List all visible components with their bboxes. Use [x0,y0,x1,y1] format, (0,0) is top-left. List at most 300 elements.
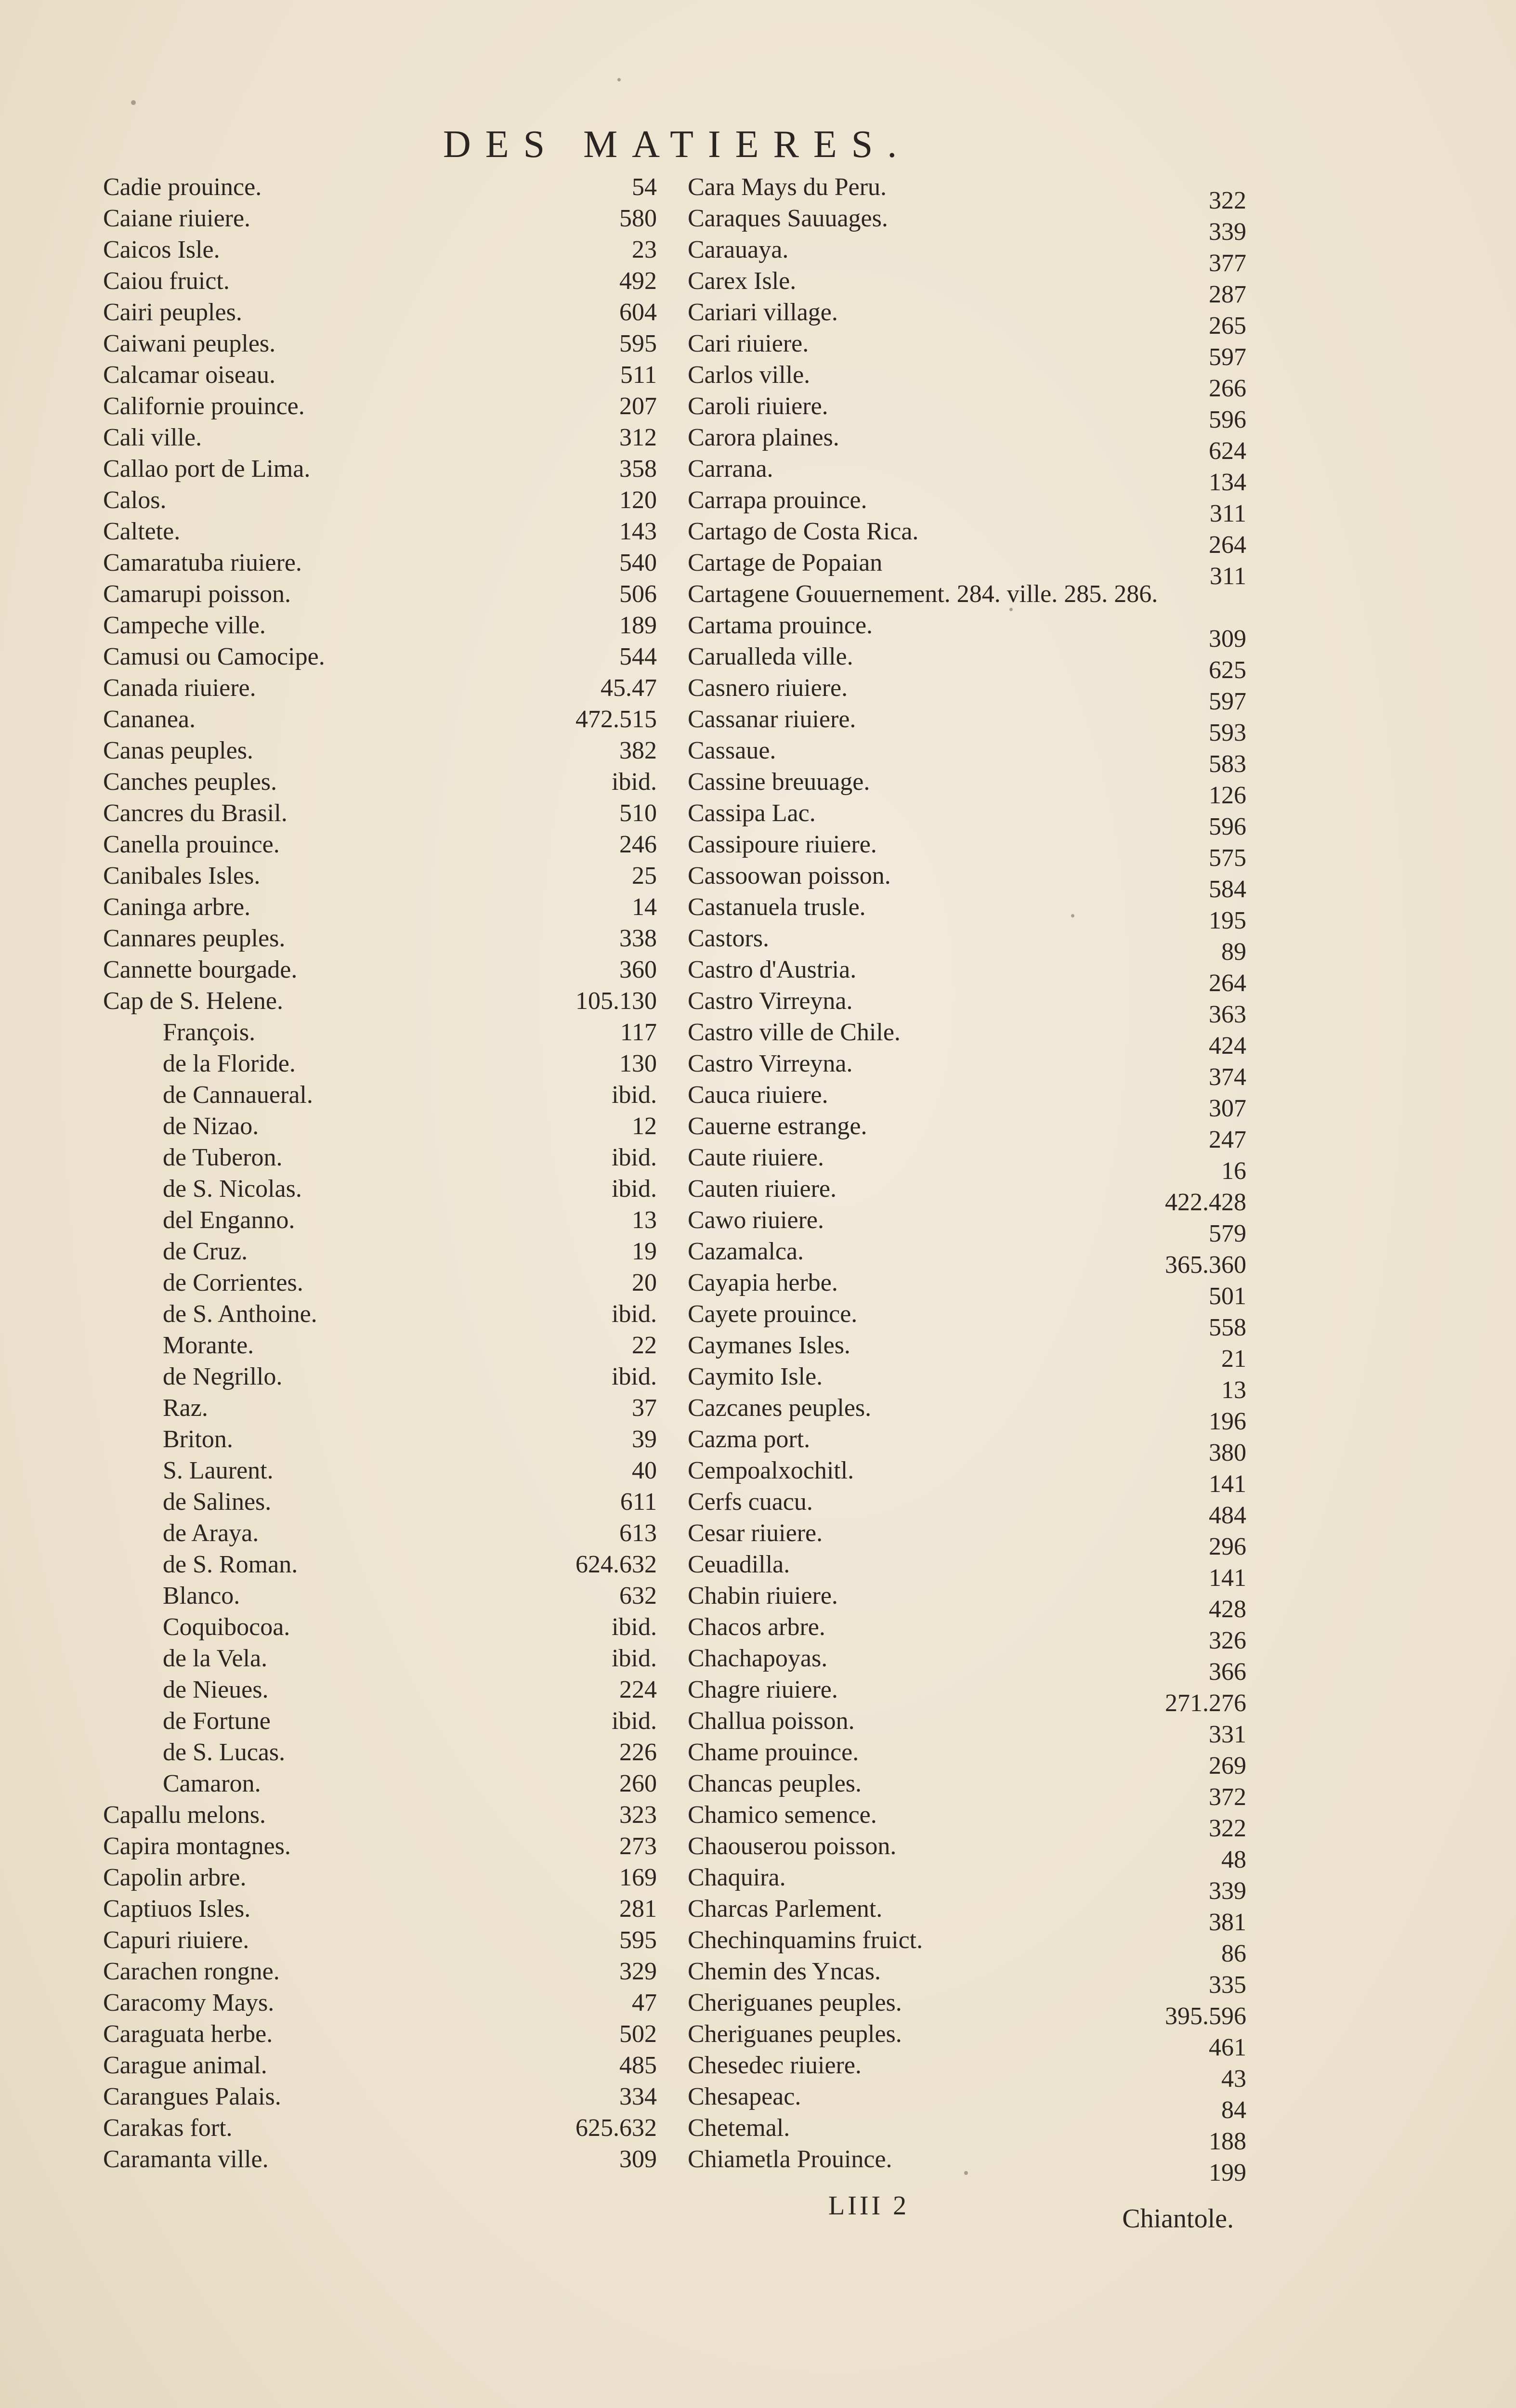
entry-page-ref: 105.130 [575,987,657,1015]
entry-term: Calos. [103,486,167,514]
entry-page-ref: 510 [619,799,657,827]
entry-page-ref: 595 [619,330,657,357]
index-entry [688,1298,1246,1341]
index-entry [688,1330,1246,1373]
entry-term: Chacos arbre. [688,1613,825,1641]
entry-page-ref: ibid. [612,1144,657,1171]
entry-term: Cazamalca. [688,1238,804,1265]
entry-page-ref: 195 [1209,907,1246,934]
entry-page-ref: 224 [619,1676,657,1703]
index-entry [103,1549,657,1580]
entry-page-ref: 266 [1209,375,1246,402]
entry-term: Cancres du Brasil. [103,799,288,827]
index-entry [103,171,657,203]
entry-page-ref: 86 [1221,1940,1246,1967]
entry-term: Cananea. [103,706,196,733]
entry-term: Camusi ou Camocipe. [103,643,325,670]
entry-term: Caraques Sauuages. [688,205,888,232]
entry-page-ref: 117 [620,1019,657,1046]
entry-term: Carague animal. [103,2052,267,2079]
entry-page-ref: 597 [1209,343,1246,371]
entry-term: Caicos Isle. [103,236,220,263]
index-entry [103,766,657,798]
entry-page-ref: 595 [619,1926,657,1954]
entry-term: Capolin arbre. [103,1864,247,1891]
entry-term: Calcamar oiseau. [103,361,276,389]
entry-page-ref: 134 [1209,469,1246,496]
entry-term: Castro Virreyna. [688,1050,853,1077]
entry-page-ref: 141 [1209,1470,1246,1498]
entry-term: Cap de S. Helene. [103,987,284,1015]
entry-page-ref: 247 [1209,1126,1246,1153]
index-entry [103,954,657,985]
entry-term: del Enganno. [163,1206,295,1234]
entry-page-ref: 199 [1209,2159,1246,2186]
entry-term: Carangues Palais. [103,2083,281,2110]
entry-page-ref: 21 [1221,1345,1246,1373]
entry-page-ref: 323 [619,1801,657,1829]
entry-term: de Negrillo. [163,1363,283,1390]
entry-term: Caninga arbre. [103,893,251,921]
index-entry [103,1580,657,1611]
index-entry [688,1392,1246,1435]
entry-page-ref: 580 [619,205,657,232]
index-entry [103,328,657,359]
entry-term: de Tuberon. [163,1144,283,1171]
entry-term: Cannares peuples. [103,925,286,952]
index-entry [103,1924,657,1956]
index-entry [103,1987,657,2018]
entry-term: Chetemal. [688,2114,790,2142]
entry-term: Castro Virreyna. [688,987,853,1015]
index-entry [688,954,1246,997]
index-entry [688,234,1246,277]
index-entry [688,860,1246,903]
index-entry [103,1142,657,1173]
entry-page-ref: 501 [1209,1283,1246,1310]
index-entry [103,704,657,735]
index-entry [103,641,657,672]
entry-page-ref: 264 [1209,969,1246,997]
entry-page-ref: 84 [1221,2096,1246,2124]
entry-term: de Salines. [163,1488,272,1516]
entry-page-ref: 43 [1221,2065,1246,2093]
entry-term: Campeche ville. [103,612,266,639]
entry-term: Cali ville. [103,424,202,451]
entry-page-ref: 611 [620,1488,657,1516]
entry-page-ref: 625.632 [575,2114,657,2142]
entry-page-ref: 23 [632,236,657,263]
entry-page-ref: 12 [632,1112,657,1140]
entry-page-ref: 558 [1209,1314,1246,1341]
entry-term: Carrana. [688,455,773,483]
index-entry [688,2081,1246,2124]
entry-page-ref: 331 [1209,1721,1246,1748]
entry-term: Camaratuba riuiere. [103,549,302,576]
entry-term: Castro d'Austria. [688,956,857,983]
index-entry [103,1611,657,1643]
index-entry [103,516,657,547]
index-entry [103,672,657,704]
entry-term: Chamico semence. [688,1801,877,1829]
entry-page-ref: 264 [1209,531,1246,559]
entry-page-ref: 502 [619,2020,657,2048]
index-entry [103,1799,657,1831]
entry-page-ref: 54 [632,173,657,201]
index-entry [103,234,657,265]
entry-term: Castanuela trusle. [688,893,866,921]
index-entry [103,2144,657,2175]
entry-page-ref: 45.47 [601,674,657,702]
entry-term: Chancas peuples. [688,1770,862,1797]
entry-page-ref: 613 [619,1519,657,1547]
entry-page-ref: 322 [1209,187,1246,214]
entry-term: Canada riuiere. [103,674,256,702]
index-entry [103,1079,657,1111]
index-entry [688,1361,1246,1404]
entry-term: Captiuos Isles. [103,1895,251,1923]
entry-page-ref: 196 [1209,1408,1246,1435]
entry-term: Caute riuiere. [688,1144,824,1171]
entry-term: de Araya. [163,1519,259,1547]
entry-term: Cariari village. [688,299,838,326]
entry-page-ref: 309 [1209,625,1246,653]
entry-term: Cassaue. [688,737,776,764]
entry-term: Caltete. [103,518,181,545]
paper-speck [1071,914,1074,917]
index-entry [103,1392,657,1424]
entry-term: Carauaya. [688,236,789,263]
index-entry [688,2112,1246,2155]
entry-page-ref: 579 [1209,1220,1246,1247]
index-entry [688,1643,1246,1686]
entry-page-ref: 126 [1209,782,1246,809]
index-entry [688,672,1246,715]
entry-page-ref: 246 [619,831,657,858]
index-entry [688,1580,1246,1623]
index-entry [688,1017,1246,1060]
index-entry [103,2081,657,2112]
entry-page-ref: 624.632 [575,1551,657,1578]
entry-page-ref: ibid. [612,1613,657,1641]
entry-term: Carex Isle. [688,267,797,295]
index-entry [688,923,1246,966]
entry-page-ref: 461 [1209,2034,1246,2061]
entry-page-ref: 492 [619,267,657,295]
index-entry [688,1956,1246,1999]
entry-term: de la Vela. [163,1645,268,1672]
index-entry [688,766,1246,809]
paper-speck [1009,608,1013,611]
index-entry [103,453,657,484]
index-entry [688,2050,1246,2093]
entry-page-ref: 381 [1209,1909,1246,1936]
entry-page-ref: 169 [619,1864,657,1891]
index-entry [103,1361,657,1392]
entry-term: Caiou fruict. [103,267,230,295]
entry-term: Challua poisson. [688,1707,855,1735]
entry-page-ref: 39 [632,1426,657,1453]
index-entry [103,829,657,860]
index-entry [688,1893,1246,1936]
entry-term: Callao port de Lima. [103,455,311,483]
entry-term: Cara Mays du Peru. [688,173,887,201]
entry-page-ref: 596 [1209,813,1246,840]
entry-page-ref: 265 [1209,312,1246,340]
index-entry [688,829,1246,872]
entry-page-ref: 141 [1209,1564,1246,1592]
entry-page-ref: 422.428 [1165,1189,1246,1216]
index-entry [688,297,1246,340]
entry-term: Cartage de Popaian [688,549,883,576]
index-entry [688,516,1246,559]
index-entry [103,578,657,610]
entry-term: Chaouserou poisson. [688,1832,897,1860]
entry-page-ref: ibid. [612,1707,657,1735]
index-entry [103,1330,657,1361]
entry-term: Californie prouince. [103,393,305,420]
entry-term: Cartago de Costa Rica. [688,518,919,545]
entry-term: Coquibocoa. [163,1613,290,1641]
entry-page-ref: 48 [1221,1846,1246,1873]
entry-page-ref: 597 [1209,688,1246,715]
index-entry [688,547,1246,590]
index-entry [103,1862,657,1893]
entry-page-ref: 311 [1209,563,1246,590]
index-entry [103,359,657,391]
entry-page-ref: 596 [1209,406,1246,433]
entry-page-ref: 188 [1209,2128,1246,2155]
index-entry [688,1987,1246,2030]
entry-term: Cayete prouince. [688,1300,858,1328]
entry-page-ref: 130 [619,1050,657,1077]
entry-page-ref: 47 [632,1989,657,2016]
entry-page-ref: 334 [619,2083,657,2110]
entry-page-ref: 366 [1209,1658,1246,1686]
entry-page-ref: 269 [1209,1752,1246,1780]
entry-page-ref: 281 [619,1895,657,1923]
entry-term: Cartama prouince. [688,612,873,639]
entry-term: Cari riuiere. [688,330,809,357]
entry-page-ref: 338 [619,925,657,952]
index-entry [103,1737,657,1768]
entry-term: de S. Roman. [163,1551,298,1578]
entry-page-ref: ibid. [612,1175,657,1203]
paper-speck [617,78,621,81]
entry-term: Carlos ville. [688,361,810,389]
index-entry [688,171,1246,214]
entry-term: François. [163,1019,256,1046]
entry-page-ref: 584 [1209,876,1246,903]
entry-term: Raz. [163,1394,208,1422]
entry-term: de Nizao. [163,1112,259,1140]
entry-term: de S. Nicolas. [163,1175,302,1203]
entry-page-ref: 37 [632,1394,657,1422]
entry-page-ref: 484 [1209,1502,1246,1529]
entry-term: Canas peuples. [103,737,253,764]
index-entry [103,203,657,234]
entry-page-ref: 339 [1209,1877,1246,1905]
entry-page-ref: 424 [1209,1032,1246,1060]
entry-page-ref: ibid. [612,768,657,796]
index-entry [103,1298,657,1330]
entry-term: Morante. [163,1332,254,1359]
index-entry [688,265,1246,308]
entry-term: Cayapia herbe. [688,1269,838,1296]
entry-term: Chame prouince. [688,1739,859,1766]
entry-page-ref: 19 [632,1238,657,1265]
entry-term: Carora plaines. [688,424,839,451]
index-entry [688,1549,1246,1592]
entry-page-ref: 271.276 [1165,1689,1246,1717]
entry-term: Castro ville de Chile. [688,1019,901,1046]
entry-term: Cassipa Lac. [688,799,816,827]
index-entry [103,1111,657,1142]
index-entry [688,641,1246,684]
entry-term: Cauca riuiere. [688,1081,828,1109]
entry-term: Cerfs cuacu. [688,1488,813,1516]
index-entry [688,891,1246,934]
entry-page-ref: 540 [619,549,657,576]
entry-page-ref: 20 [632,1269,657,1296]
entry-page-ref: 625 [1209,656,1246,684]
index-entry [103,1267,657,1298]
entry-term: Cazma port. [688,1426,810,1453]
entry-page-ref: 89 [1221,938,1246,966]
entry-term: Capallu melons. [103,1801,266,1829]
entry-page-ref: 472.515 [575,706,657,733]
entry-page-ref: 374 [1209,1063,1246,1091]
index-entry [103,1705,657,1737]
index-entry [103,610,657,641]
entry-page-ref: 360 [619,956,657,983]
index-entry [688,1518,1246,1560]
entry-page-ref: 311 [1209,500,1246,527]
entry-term: Carualleda ville. [688,643,853,670]
entry-page-ref: 382 [619,737,657,764]
index-entry [103,1768,657,1799]
index-column-left [103,171,657,2175]
entry-term: Chaquira. [688,1864,786,1891]
entry-page-ref: ibid. [612,1300,657,1328]
index-entry [688,704,1246,746]
entry-page-ref: 120 [619,486,657,514]
entry-page-ref: 358 [619,455,657,483]
entry-term: Cairi peuples. [103,299,242,326]
entry-term: Caiwani peuples. [103,330,276,357]
entry-page-ref: 575 [1209,844,1246,872]
entry-page-ref: 189 [619,612,657,639]
index-entry [688,484,1246,527]
entry-term: Caracomy Mays. [103,1989,274,2016]
entry-page-ref: 25 [632,862,657,890]
index-entry [688,1048,1246,1091]
index-entry [688,1424,1246,1466]
entry-page-ref: 604 [619,299,657,326]
index-entry [688,1737,1246,1780]
index-entry [688,1611,1246,1654]
index-entry [688,422,1246,465]
index-entry [103,923,657,954]
index-entry [688,1705,1246,1748]
entry-term: Capuri riuiere. [103,1926,249,1954]
entry-term: Caymito Isle. [688,1363,823,1390]
entry-term: de Nieues. [163,1676,269,1703]
index-entry [688,203,1246,246]
index-entry [688,1831,1246,1873]
index-entry [688,1862,1246,1905]
index-entry [688,359,1246,402]
entry-term: Cempoalxochitl. [688,1457,854,1484]
entry-term: Chiametla Prouince. [688,2146,892,2173]
index-entry [103,1173,657,1204]
index-entry [103,1831,657,1862]
entry-term: Cassine breuuage. [688,768,870,796]
index-entry [688,1486,1246,1529]
index-entry [688,1079,1246,1122]
index-entry [103,891,657,923]
entry-term: Canches peuples. [103,768,277,796]
entry-term: de S. Lucas. [163,1739,286,1766]
entry-page-ref: 16 [1221,1157,1246,1185]
index-entry [688,798,1246,840]
index-entry [103,1486,657,1518]
entry-term: Cassanar riuiere. [688,706,856,733]
index-entry [688,578,1246,610]
index-entry [688,1111,1246,1153]
entry-term: S. Laurent. [163,1457,274,1484]
entry-term: de Cannaueral. [163,1081,313,1109]
entry-term: de la Floride. [163,1050,296,1077]
index-entry [103,391,657,422]
entry-page-ref: 485 [619,2052,657,2079]
index-entry [688,1455,1246,1498]
index-entry [103,265,657,297]
index-entry [688,1142,1246,1185]
index-entry [103,2018,657,2050]
index-entry [688,2144,1246,2186]
index-entry [103,1674,657,1705]
entry-page-ref: 363 [1209,1001,1246,1028]
entry-term: de Fortune [163,1707,271,1735]
page-header: DES MATIERES. [443,123,912,166]
entry-term: Cauten riuiere. [688,1175,836,1203]
entry-page-ref: 143 [619,518,657,545]
entry-page-ref: 380 [1209,1439,1246,1466]
index-entry [688,1236,1246,1279]
entry-term: Cassipoure riuiere. [688,831,877,858]
entry-term: Cauerne estrange. [688,1112,867,1140]
entry-page-ref: 365.360 [1165,1251,1246,1279]
entry-page-ref: 13 [632,1206,657,1234]
index-entry [103,1893,657,1924]
index-entry [688,1674,1246,1717]
entry-term: Chagre riuiere. [688,1676,838,1703]
index-entry [688,328,1246,371]
entry-page-ref: 22 [632,1332,657,1359]
entry-page-ref: 506 [619,580,657,608]
index-entry [688,1799,1246,1842]
entry-term: Caroli riuiere. [688,393,828,420]
entry-page-ref: 287 [1209,281,1246,308]
index-entry [688,1204,1246,1247]
entry-page-ref: 544 [619,643,657,670]
entry-term: Cartagene Gouuernement. 284. ville. 285. 286. [688,580,1158,608]
entry-term: Casnero riuiere. [688,674,848,702]
entry-term: de Corrientes. [163,1269,303,1296]
entry-page-ref: 307 [1209,1095,1246,1122]
entry-term: Canella prouince. [103,831,280,858]
